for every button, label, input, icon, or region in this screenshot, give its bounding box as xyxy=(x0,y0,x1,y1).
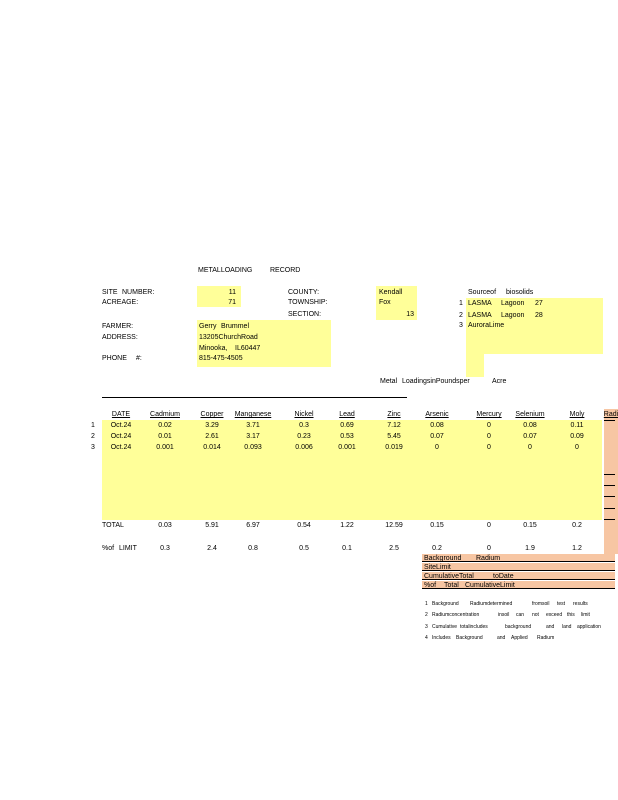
footnote-text: not xyxy=(532,612,539,618)
row-date: Oct.24 xyxy=(110,433,132,440)
radium-col-rule xyxy=(604,420,615,421)
footnote-text: and xyxy=(546,624,555,630)
radium-col-rule xyxy=(604,496,615,497)
table-cell: 0 xyxy=(487,433,491,440)
footnote-text: Background xyxy=(432,601,459,607)
table-cell: 0.53 xyxy=(340,433,354,440)
acreage-value: 71 xyxy=(228,299,236,306)
footnote-text: application xyxy=(577,624,601,630)
table-cell: 0.11 xyxy=(570,422,584,429)
table-cell: 0.001 xyxy=(338,444,356,451)
limit-cell: 0.5 xyxy=(299,545,309,552)
row-date: Oct.24 xyxy=(110,422,132,429)
phone-label2: #: xyxy=(136,355,142,362)
table-cell: 7.12 xyxy=(387,422,401,429)
column-header: Radi xyxy=(603,411,618,418)
radium-col-rule xyxy=(604,519,615,520)
section-label: SECTION: xyxy=(288,311,322,318)
column-header: Lead xyxy=(339,411,355,418)
biosolids-header-b: biosolids xyxy=(506,289,534,296)
column-header: Selenium xyxy=(515,411,545,418)
total-label: TOTAL xyxy=(102,522,124,529)
site-number-label2: NUMBER: xyxy=(122,289,155,296)
footnote-text: Radiumdetermined xyxy=(470,601,513,607)
table-cell: 2.61 xyxy=(205,433,219,440)
radium-column[interactable] xyxy=(604,409,618,554)
limit-label-a: %of xyxy=(102,545,115,552)
section-value: 13 xyxy=(406,311,414,318)
row-number: 2 xyxy=(91,433,95,440)
pct-cumulative-label-a: %of xyxy=(424,582,437,589)
footnote-text: 3 xyxy=(425,624,428,630)
biosolids-num: 2 xyxy=(459,312,463,319)
footnote-text: 4 xyxy=(425,635,428,641)
table-cell: 0.014 xyxy=(203,444,221,451)
footnote-text: fromsoil xyxy=(532,601,550,607)
section-rule xyxy=(102,397,407,398)
site-number-label: SITE xyxy=(102,289,118,296)
table-cell: 0.69 xyxy=(340,422,354,429)
total-cell: 0.15 xyxy=(430,522,444,529)
footnote-text: limit xyxy=(581,612,590,618)
biosolids-name: LASMA xyxy=(468,312,492,319)
biosolids-id: 27 xyxy=(535,300,543,307)
row-number: 3 xyxy=(91,444,95,451)
footnote-text: this xyxy=(567,612,575,618)
address-line1: 13205ChurchRoad xyxy=(199,334,258,341)
table-cell: 0 xyxy=(487,444,491,451)
title-metalloading: METALLOADING xyxy=(198,267,253,274)
footnote-text: Applied xyxy=(511,635,528,641)
footnote-text: results xyxy=(573,601,588,607)
biosolids-name: LASMA xyxy=(468,300,492,307)
address-city: Minooka, xyxy=(199,345,228,352)
column-header: Nickel xyxy=(294,411,314,418)
column-header: DATE xyxy=(111,411,131,418)
limit-cell: 0.8 xyxy=(248,545,258,552)
total-cell: 0.2 xyxy=(572,522,582,529)
table-cell: 5.45 xyxy=(387,433,401,440)
footnote-text: 2 xyxy=(425,612,428,618)
footnote-text: Background xyxy=(456,635,483,641)
footnote-text: Radiumconcentration xyxy=(432,612,480,618)
township-label: TOWNSHIP: xyxy=(288,299,328,306)
background-radium-label-a: Background xyxy=(424,555,462,562)
column-header: Moly xyxy=(569,411,585,418)
pct-cumulative-label-b: Total xyxy=(444,582,459,589)
footnote-text: land xyxy=(562,624,572,630)
phone-value: 815-475-4505 xyxy=(199,355,243,362)
footnote-text: 1 xyxy=(425,601,428,607)
biosolids-header-a: Sourceof xyxy=(468,289,497,296)
radium-col-rule xyxy=(604,485,615,486)
limit-cell: 0.1 xyxy=(342,545,352,552)
total-cell: 6.97 xyxy=(246,522,260,529)
table-cell: 0 xyxy=(435,444,439,451)
table-cell: 0 xyxy=(528,444,532,451)
table-cell: 0.093 xyxy=(244,444,262,451)
table-cell: 3.29 xyxy=(205,422,219,429)
biosolids-name: AuroraLime xyxy=(468,322,505,329)
footnote-text: can xyxy=(516,612,525,618)
footnote-text: insoil xyxy=(498,612,510,618)
limit-cell: 2.5 xyxy=(389,545,399,552)
table-cell: 0.07 xyxy=(523,433,537,440)
footnote-text: totalincludes xyxy=(460,624,488,630)
limit-label-b: LIMIT xyxy=(119,545,137,552)
biosolids-cell-small[interactable] xyxy=(466,354,484,377)
total-cell: 5.91 xyxy=(205,522,219,529)
table-cell: 0.3 xyxy=(299,422,309,429)
limit-cell: 0.3 xyxy=(160,545,170,552)
limit-cell: 0 xyxy=(487,545,491,552)
footnote-text: Includes xyxy=(432,635,451,641)
site-number-value: 11 xyxy=(228,289,236,296)
limit-cell: 1.2 xyxy=(572,545,582,552)
table-cell: 3.17 xyxy=(246,433,260,440)
table-cell: 0.02 xyxy=(158,422,172,429)
table-cell: 0.09 xyxy=(570,433,584,440)
table-cell: 0.006 xyxy=(295,444,313,451)
table-cell: 0.08 xyxy=(430,422,444,429)
table-cell: 0.01 xyxy=(158,433,172,440)
table-cell: 0.23 xyxy=(297,433,311,440)
loadings-caption-c: Acre xyxy=(492,378,507,385)
table-cell: 0 xyxy=(487,422,491,429)
farmer-first: Gerry xyxy=(199,323,217,330)
row-date: Oct.24 xyxy=(110,444,132,451)
biosolids-num: 1 xyxy=(459,300,463,307)
footnote-text: test xyxy=(557,601,566,607)
column-header: Mercury xyxy=(476,411,502,418)
township-value: Fox xyxy=(379,299,391,306)
radium-col-rule xyxy=(604,508,615,509)
column-header: Arsenic xyxy=(425,411,449,418)
column-header: Manganese xyxy=(234,411,272,418)
column-header: Cadmium xyxy=(150,411,180,418)
biosolids-num: 3 xyxy=(459,322,463,329)
table-cell: 0.001 xyxy=(156,444,174,451)
limit-cell: 0.2 xyxy=(432,545,442,552)
footnote-text: Radium xyxy=(537,635,555,641)
column-header: Copper xyxy=(200,411,224,418)
address-state-zip: IL60447 xyxy=(235,345,261,352)
biosolids-type: Lagoon xyxy=(501,300,525,307)
total-cell: 0.54 xyxy=(297,522,311,529)
title-record: RECORD xyxy=(270,267,301,274)
total-cell: 0 xyxy=(487,522,491,529)
limit-cell: 1.9 xyxy=(525,545,535,552)
biosolids-id: 28 xyxy=(535,312,543,319)
footnote-text: Cumulative xyxy=(432,624,458,630)
column-header: Zinc xyxy=(387,411,401,418)
cumulative-total-label-b: toDate xyxy=(493,573,514,580)
limit-cell: 2.4 xyxy=(207,545,217,552)
table-cell: 0.019 xyxy=(385,444,403,451)
phone-label: PHONE xyxy=(102,355,127,362)
county-label: COUNTY: xyxy=(288,289,320,296)
total-cell: 12.59 xyxy=(385,522,403,529)
footnote-text: background xyxy=(505,624,532,630)
table-cell: 3.71 xyxy=(246,422,260,429)
radium-col-rule xyxy=(604,474,615,475)
cumulative-total-label-a: CumulativeTotal xyxy=(424,573,474,580)
total-cell: 0.15 xyxy=(523,522,537,529)
total-cell: 1.22 xyxy=(340,522,354,529)
pct-cumulative-label-c: CumulativeLimit xyxy=(465,582,515,589)
total-cell: 0.03 xyxy=(158,522,172,529)
background-radium-label-b: Radium xyxy=(476,555,501,562)
table-cell: 0.07 xyxy=(430,433,444,440)
address-label: ADDRESS: xyxy=(102,334,138,341)
footnote-text: exceed xyxy=(546,612,563,618)
farmer-label: FARMER: xyxy=(102,323,134,330)
table-cell: 0.08 xyxy=(523,422,537,429)
loadings-caption-a: Metal xyxy=(380,378,398,385)
farmer-last: Brummel xyxy=(221,323,250,330)
loadings-caption-b: LoadingsinPoundsper xyxy=(402,378,470,385)
footnote-text: and xyxy=(497,635,506,641)
county-value: Kendall xyxy=(379,289,403,296)
acreage-label: ACREAGE: xyxy=(102,299,139,306)
table-cell: 0 xyxy=(575,444,579,451)
biosolids-type: Lagoon xyxy=(501,312,525,319)
site-limit-label: SiteLimit xyxy=(424,564,451,571)
row-number: 1 xyxy=(91,422,95,429)
